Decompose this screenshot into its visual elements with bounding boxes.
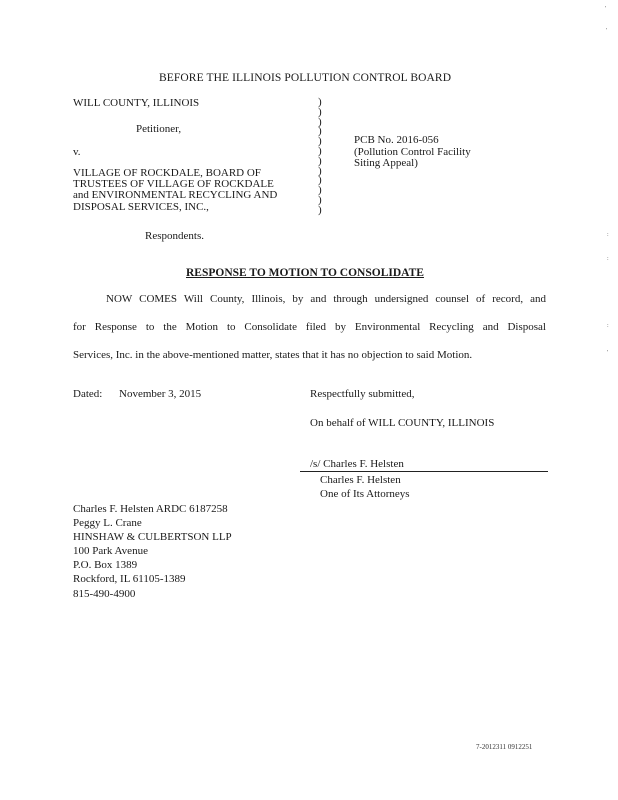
- respectfully-submitted: Respectfully submitted,: [310, 388, 415, 400]
- body-line-3: Services, Inc. in the above-mentioned matter, states that it has no objection to said Motion.: [73, 349, 473, 361]
- attorney-line: HINSHAW & CULBERTSON LLP: [73, 531, 232, 544]
- scan-mark: :: [607, 232, 609, 238]
- dated-label: Dated:: [73, 388, 103, 400]
- scan-mark: :: [607, 256, 609, 262]
- attorney-line: Rockford, IL 61105-1389: [73, 573, 186, 586]
- attorney-line: 815-490-4900: [73, 587, 136, 600]
- scan-mark: ': [607, 350, 609, 356]
- respondent-names: [73, 168, 277, 213]
- dated-value: November 3, 2015: [119, 388, 202, 400]
- case-number: PCB No. 2016-056: [354, 134, 439, 146]
- attorney-line: Charles F. Helsten ARDC 6187258: [73, 503, 228, 515]
- electronic-signature: /s/ Charles F. Helsten: [310, 458, 404, 470]
- case-number-block: [354, 135, 471, 170]
- attorney-line: P.O. Box 1389: [73, 559, 138, 572]
- scan-mark: :: [607, 323, 609, 329]
- caption-parentheses: ) ) ) ) ) ) ) ) ) ) ) ): [318, 96, 322, 216]
- scan-mark: ': [605, 6, 607, 12]
- attorney-line: 100 Park Avenue: [73, 545, 148, 558]
- case-type-line: Siting Appeal): [354, 157, 418, 169]
- petitioner-role: Petitioner,: [136, 123, 182, 135]
- signature-line: [300, 471, 548, 472]
- attorney-block: [73, 502, 232, 601]
- respondent-line: and ENVIRONMENTAL RECYCLING AND: [73, 189, 278, 202]
- on-behalf-of: On behalf of WILL COUNTY, ILLINOIS: [310, 417, 495, 429]
- court-heading: BEFORE THE ILLINOIS POLLUTION CONTROL BOARD: [159, 72, 452, 84]
- scan-mark: ': [606, 28, 608, 34]
- case-type-line: (Pollution Control Facility: [354, 145, 471, 158]
- versus-label: v.: [73, 146, 81, 158]
- respondent-line: VILLAGE OF ROCKDALE, BOARD OF: [73, 167, 261, 179]
- petitioner-name: WILL COUNTY, ILLINOIS: [73, 97, 200, 109]
- respondent-line: TRUSTEES OF VILLAGE OF ROCKDALE: [73, 178, 274, 191]
- attorney-line: Peggy L. Crane: [73, 517, 142, 530]
- body-line-1: NOW COMES Will County, Illinois, by and through undersigned counsel of record, and: [106, 293, 546, 305]
- document-title: RESPONSE TO MOTION TO CONSOLIDATE: [186, 267, 424, 279]
- signer-title: One of Its Attorneys: [320, 488, 410, 500]
- respondent-role: Respondents.: [145, 230, 204, 242]
- respondent-line: DISPOSAL SERVICES, INC.,: [73, 200, 209, 213]
- signer-name: Charles F. Helsten: [320, 474, 401, 486]
- footer-document-id: 7-2012311 0912251: [476, 743, 533, 751]
- body-line-2: for Response to the Motion to Consolidate filed by Environmental Recycling and Disposal: [73, 321, 546, 333]
